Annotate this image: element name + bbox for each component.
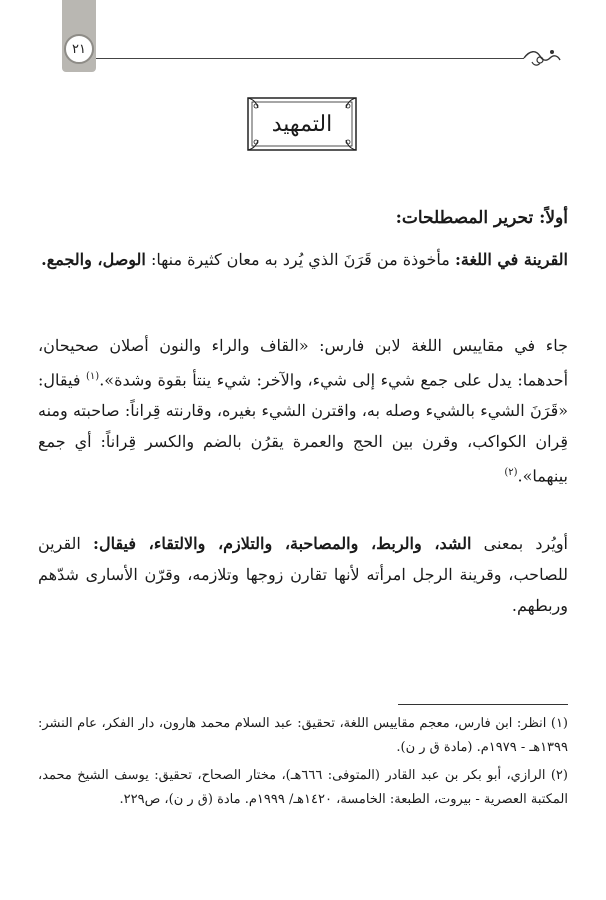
paragraph-text: أويُرد بمعنى [471,534,568,553]
paragraph-3 [38,528,568,621]
page-title: التمهيد [271,111,333,137]
title-frame [246,96,358,152]
term-meanings: الوصل، والجمع. [41,250,146,269]
footnote-2: (٢) الرازي، أبو بكر بن عبد القادر (المتوفى: ٦٦٦هـ)، مختار الصحاح، تحقيق: يوسف الشيخ محمد، المكتبة العصرية - بيروت، الطبعة: الخامسة، ١٤٢٠هـ/ ١٩٩٩م. مادة (ق ر ن)، ص٢٢٩. [38,768,568,807]
paragraph-text: فيقال: «قَرَنَ الشيء بالشيء وصله به، واقترن الشيء بغيره، وقارنته قِراناً: صاحبته ومنه قِران الكواكب، وقرن بين الحج والعمرة يقرُن بالضم والكسر قِراناً: أي جمع بينهما». [38,370,568,486]
footnote-rule [398,704,568,705]
header-rule [96,58,524,59]
flourish-ornament-icon [522,44,562,70]
meanings-list: الشد، والربط، والمصاحبة، والتلازم، والالتقاء، فيقال: [93,534,472,553]
page-number: ٢١ [64,34,94,64]
footnote-1: (١) انظر: ابن فارس، معجم مقاييس اللغة، تحقيق: عبد السلام محمد هارون، دار الفكر، عام النشر: ١٣٩٩هـ - ١٩٧٩م. (مادة ق ر ن). [38,716,568,755]
footnote-ref: (١) [86,371,100,382]
footnote-ref: (٢) [504,467,518,479]
paragraph-text: القرين للصاحب، وقرينة الرجل امرأته لأنها تقارن زوجها وتلازمه، وقرّن الأسارى شدّهم وربطهم. [38,534,568,615]
paragraph-1 [38,246,568,274]
section-heading: أولاً: تحرير المصطلحات: [395,208,568,228]
term-label: القرينة في اللغة: [454,250,568,269]
paragraph-2 [38,330,568,492]
footnotes [38,712,568,816]
page-number-tab [62,0,96,72]
paragraph-text: مأخوذة من قَرَنَ الذي يُرد به معان كثيرة منها: [150,250,455,269]
paragraph-text: جاء في مقاييس اللغة لابن فارس: «القاف والراء والنون أصلان صحيحان، أحدهما: يدل على جمع شيء إلى شيء، والآخر: شيء ينتأ بقوة وشدة». [38,336,569,390]
